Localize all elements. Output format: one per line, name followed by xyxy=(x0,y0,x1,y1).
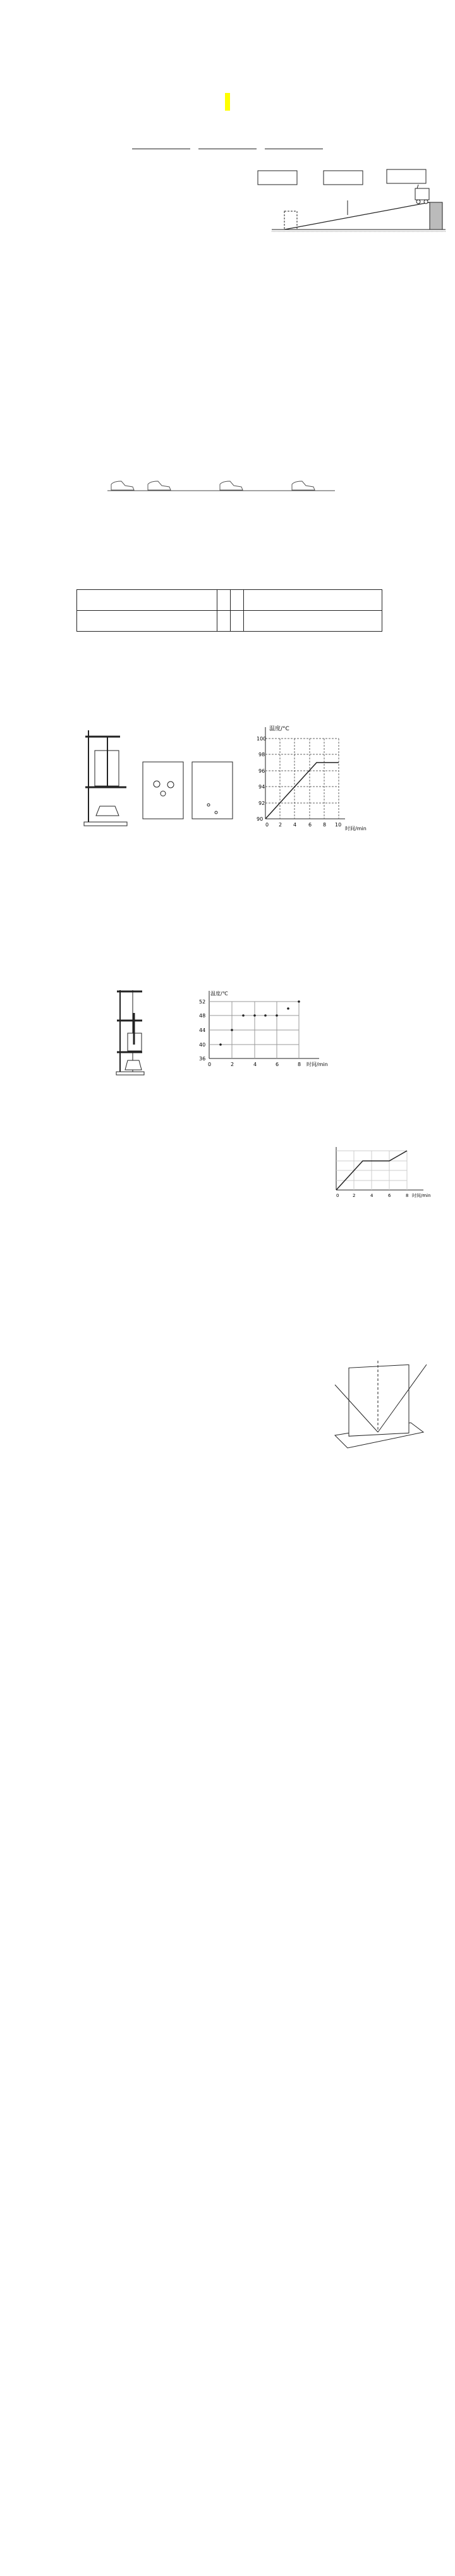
table-row xyxy=(77,611,382,632)
svg-text:94: 94 xyxy=(258,784,265,790)
blank-cell-3[interactable] xyxy=(244,611,382,632)
svg-text:时间/min: 时间/min xyxy=(306,1062,328,1067)
svg-text:100: 100 xyxy=(257,736,267,742)
svg-text:4: 4 xyxy=(293,822,297,828)
incline-figure xyxy=(253,166,449,240)
svg-text:温度/°C: 温度/°C xyxy=(269,726,289,732)
svg-text:0: 0 xyxy=(265,822,269,828)
svg-text:6: 6 xyxy=(308,822,312,828)
boiling-figure xyxy=(82,724,373,835)
svg-text:48: 48 xyxy=(199,1013,206,1019)
svg-text:温度/℃: 温度/℃ xyxy=(210,991,228,997)
data-table xyxy=(76,589,382,632)
melting-answer-graph xyxy=(329,1144,436,1201)
score-field[interactable] xyxy=(265,140,323,149)
svg-text:2: 2 xyxy=(279,822,282,828)
subtitle xyxy=(0,95,455,109)
svg-text:52: 52 xyxy=(199,999,206,1005)
svg-text:时间/min: 时间/min xyxy=(345,826,367,831)
svg-text:0: 0 xyxy=(208,1062,212,1067)
melting-figure xyxy=(114,988,341,1083)
svg-text:8: 8 xyxy=(406,1193,409,1198)
blank-cell-2[interactable] xyxy=(231,611,244,632)
reflection-figure xyxy=(329,1359,442,1454)
svg-text:8: 8 xyxy=(298,1062,301,1067)
svg-text:6: 6 xyxy=(388,1193,391,1198)
class-field[interactable] xyxy=(132,140,190,149)
svg-text:8: 8 xyxy=(323,822,327,828)
svg-text:90: 90 xyxy=(257,816,264,822)
svg-text:6: 6 xyxy=(276,1062,279,1067)
svg-text:4: 4 xyxy=(370,1193,373,1198)
svg-text:0: 0 xyxy=(336,1193,339,1198)
svg-text:2: 2 xyxy=(231,1062,234,1067)
svg-text:2: 2 xyxy=(353,1193,356,1198)
svg-text:4: 4 xyxy=(253,1062,257,1067)
svg-text:98: 98 xyxy=(258,752,265,757)
svg-text:36: 36 xyxy=(199,1056,206,1062)
car-strobe-figure xyxy=(106,479,340,498)
name-field[interactable] xyxy=(198,140,257,149)
svg-text:96: 96 xyxy=(258,768,265,774)
svg-text:40: 40 xyxy=(199,1042,206,1048)
blank-cell-1[interactable] xyxy=(217,611,231,632)
table-header-row xyxy=(77,590,382,611)
svg-text:44: 44 xyxy=(199,1027,206,1033)
svg-text:时间/min: 时间/min xyxy=(412,1193,431,1198)
student-info-line xyxy=(0,138,455,149)
svg-text:10: 10 xyxy=(335,822,342,828)
svg-text:92: 92 xyxy=(258,800,265,806)
